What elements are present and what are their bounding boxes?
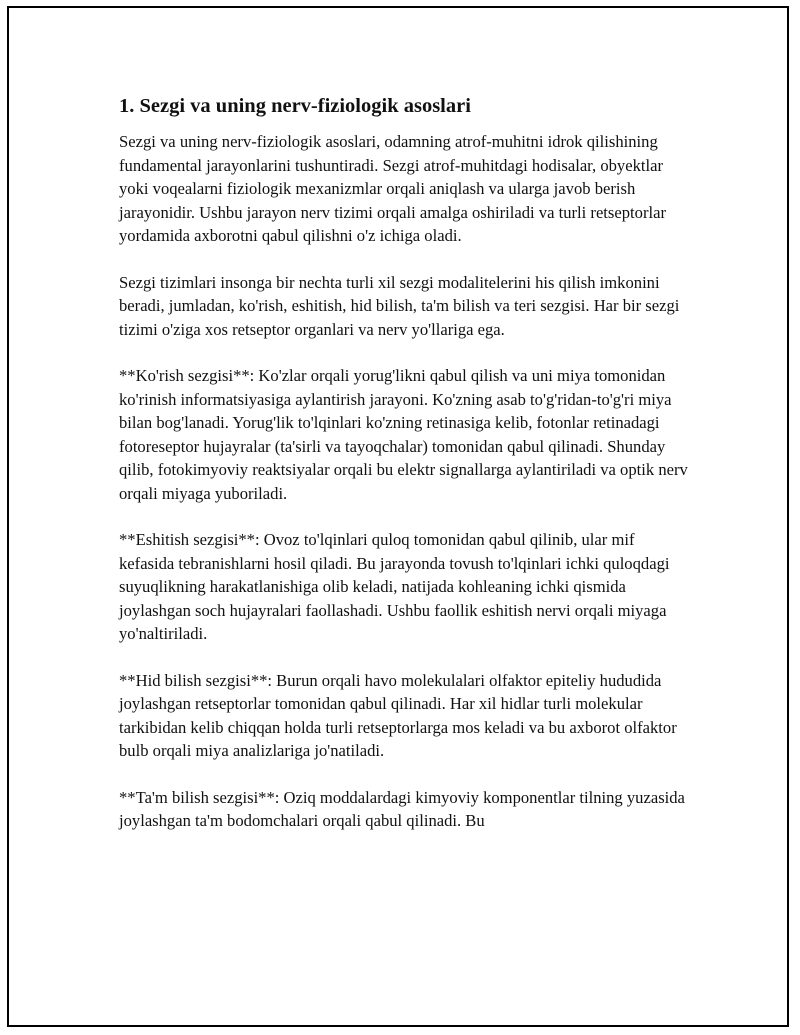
section-heading: 1. Sezgi va uning nerv-fiziologik asoslari (119, 95, 471, 117)
paragraph-intro: Sezgi va uning nerv-fiziologik asoslari, odamning atrof-muhitni idrok qilishining fundamental jarayonlarini tushuntiradi. Sezgi atrof-muhitdagi hodisalar, obyektlar yoki voqealarni fiziologik mexanizmlar orqali aniqlash va ularga javob berish jarayonidir. Ushbu jarayon nerv tizimi orqali amalga oshiriladi va turli retseptorlar yordamida axborotni qabul qilishni o'z ichiga oladi. (119, 132, 666, 245)
document-body (119, 92, 689, 856)
paragraph-taste: **Ta'm bilish sezgisi**: Oziq moddalardagi kimyoviy komponentlar tilning yuzasida joylashgan ta'm bodomchalari orqali qabul qilinadi. Bu (119, 787, 685, 830)
paragraph-sense-systems: Sezgi tizimlari insonga bir nechta turli xil sezgi modalitelerini his qilish imkonini beradi, jumladan, ko'rish, eshitish, hid bilish, ta'm bilish va teri sezgisi. Har bir sezgi tizimi o'ziga xos retseptor organlari va nerv yo'llariga ega. (119, 272, 680, 339)
paragraph-smell: **Hid bilish sezgisi**: Burun orqali havo molekulalari olfaktor epiteliy hududida joylashgan retseptorlar tomonidan qabul qilinadi. Har xil hidlar turli molekular tarkibidan kelib chiqqan holda turli retseptorlarga mos keladi va bu axborot olfaktor bulb orqali miya analizlariga jo'natiladi. (119, 670, 677, 760)
paragraph-vision: **Ko'rish sezgisi**: Ko'zlar orqali yorug'likni qabul qilish va uni miya tomonidan ko'rinish informatsiyasiga aylantirish jarayoni. Ko'zning asab to'g'ridan-to'g'ri miya bilan bog'lanadi. Yorug'lik to'lqinlari ko'zning retinasiga kelib, fotonlar retinadagi fotoreseptor hujayralar (ta'sirli va tayoqchalar) tomonidan qabul qilinadi. Shunday qilib, fotokimyoviy reaktsiyalar orqali bu elektr signallarga aylantiriladi va optik nerv orqali miyaga yuboriladi. (119, 366, 688, 503)
paragraph-hearing: **Eshitish sezgisi**: Ovoz to'lqinlari quloq tomonidan qabul qilinib, ular mif kefasida tebranishlarni hosil qiladi. Bu jarayonda tovush to'lqinlari ichki quloqdagi suyuqlikning harakatlanishiga olib keladi, natijada kohleaning ichki qismida joylashgan soch hujayralari faollashadi. Ushbu faollik eshitish nervi orqali miyaga yo'naltiriladi. (119, 530, 670, 643)
